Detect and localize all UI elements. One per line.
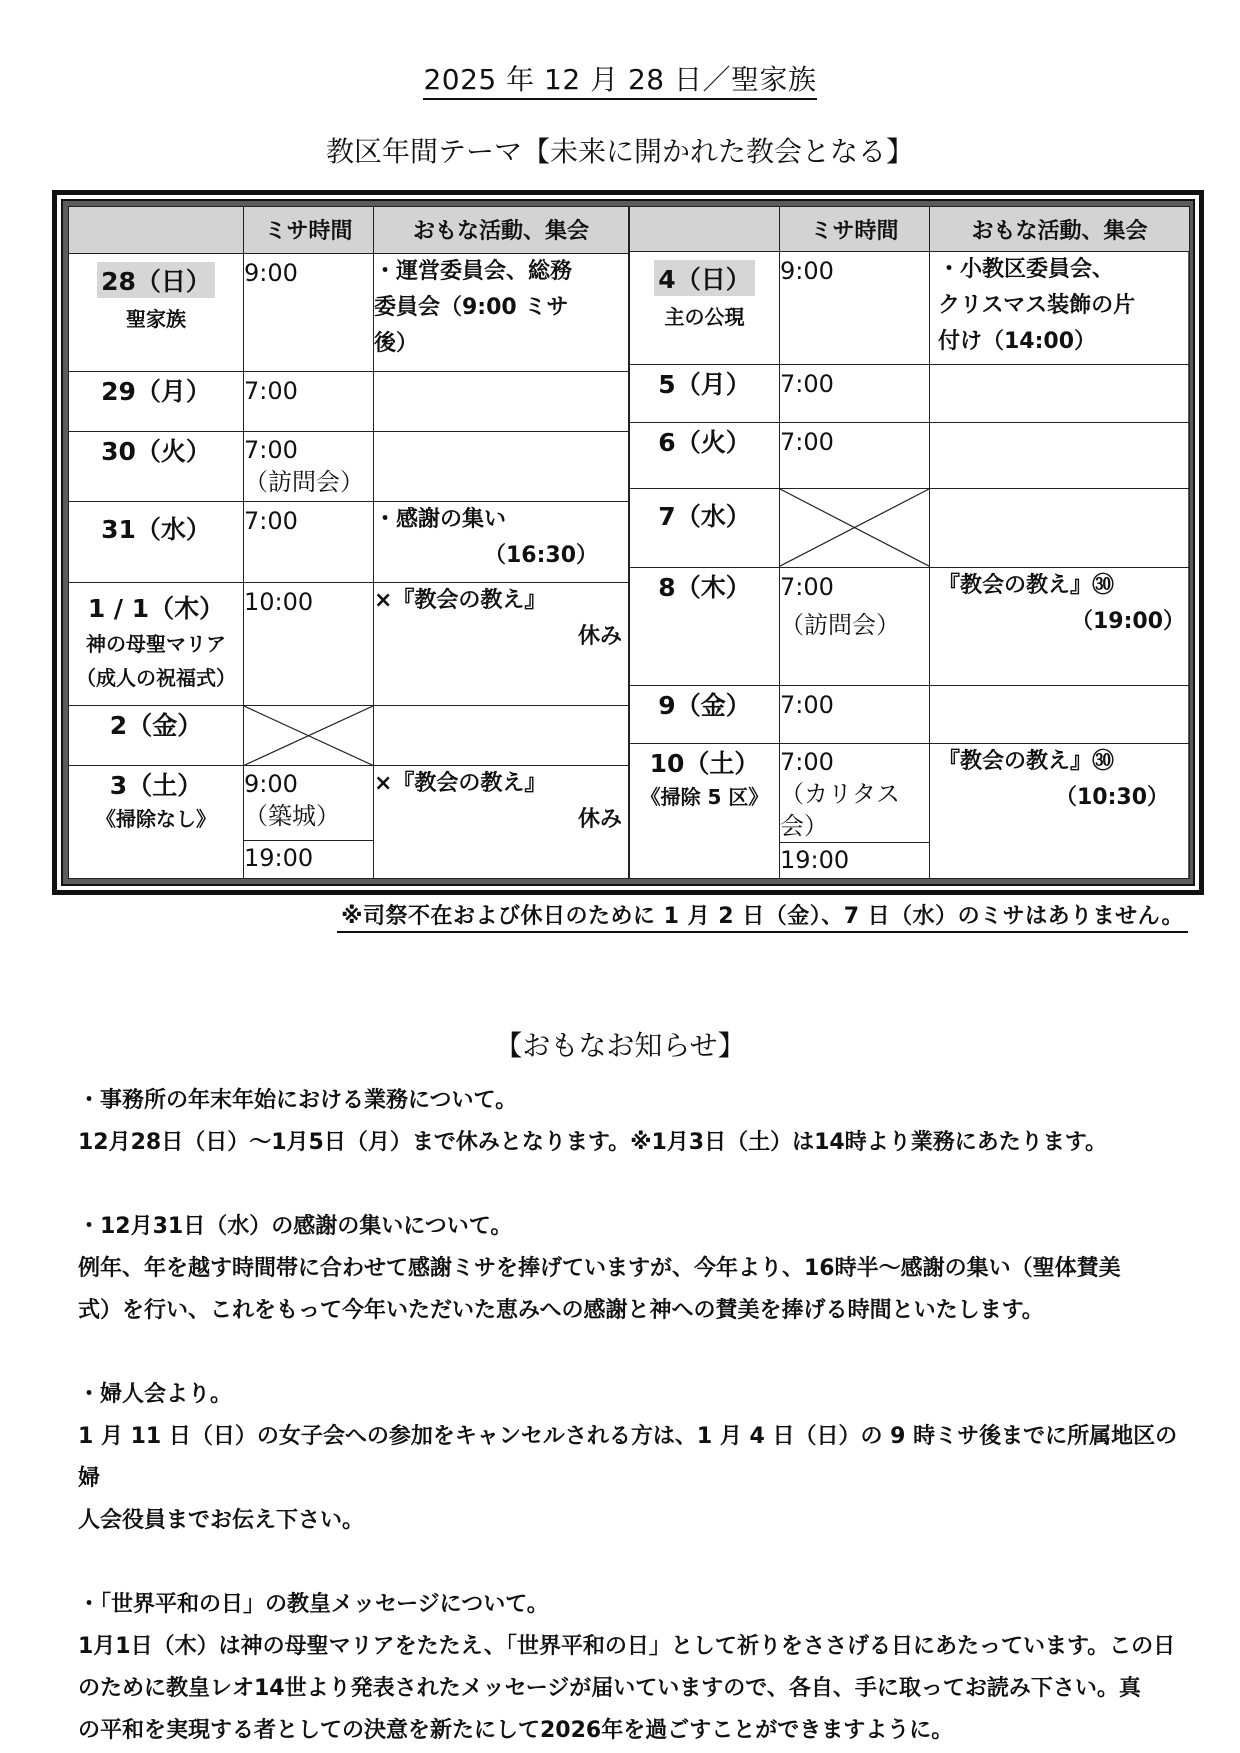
day-label: 1 / 1（木） — [87, 594, 225, 624]
activity-line: ×『教会の教え』 — [374, 588, 547, 614]
mass-time-cell — [780, 252, 930, 365]
mass-time-note: （訪問会） — [780, 610, 900, 639]
notice-body: 人会役員までお伝え下さい。 — [78, 1508, 365, 1533]
no-mass-cell — [780, 489, 930, 567]
feast-label: 主の公現 — [664, 305, 745, 330]
mass-time-cell — [780, 743, 930, 842]
mass-time-cell — [244, 253, 374, 371]
mass-time: 19:00 — [244, 844, 314, 873]
cross-mark-icon — [244, 706, 373, 765]
day-cell — [630, 567, 780, 685]
day-label: 4（日） — [654, 260, 754, 296]
mass-time-cell — [244, 432, 374, 502]
table-header-row — [69, 207, 629, 254]
table-row — [69, 501, 629, 582]
activity-cell — [374, 432, 629, 502]
mass-time: 7:00 — [780, 747, 834, 776]
day-cell — [69, 432, 244, 502]
activity-cell — [930, 365, 1190, 423]
activity-time: （16:30） — [483, 542, 598, 568]
day-cell — [69, 501, 244, 582]
day-label: 29（月） — [101, 376, 211, 406]
page-title-text: 2025 年 12 月 28 日／聖家族 — [423, 63, 816, 100]
mass-time: 7:00 — [244, 436, 298, 465]
header-mass-time: ミサ時間 — [244, 207, 374, 254]
schedule-tables — [68, 206, 1188, 879]
notice-body: 式）を行い、これをもって今年いただいた恵みへの感謝と神への賛美を捧げる時間といたします。 — [78, 1298, 1044, 1323]
mass-time-cell — [244, 841, 374, 879]
table-row — [69, 766, 629, 841]
day-cell — [630, 489, 780, 567]
notice-body: 例年、年を越す時間帯に合わせて感謝ミサを捧げていますが、今年より、16時半～感謝の集い（聖体賛美 — [78, 1256, 1121, 1281]
header-day — [69, 207, 244, 254]
activity-time: （10:30） — [1054, 784, 1169, 810]
activity-line: ・小教区委員会、 — [938, 257, 1115, 283]
activity-line: 委員会（9:00 ミサ — [374, 294, 569, 320]
feast-label: （成人の祝福式） — [76, 666, 236, 691]
cross-mark-icon — [780, 489, 929, 566]
mass-time-cell — [780, 842, 930, 878]
mass-time: 9:00 — [244, 770, 298, 799]
notice-body: のために教皇レオ14世より発表されたメッセージが届いていますので、各自、手に取ってお読み下さい。真 — [78, 1676, 1141, 1701]
mass-time: 9:00 — [244, 258, 298, 287]
day-cell — [630, 365, 780, 423]
notices-title: 【おもなお知らせ】 — [494, 1029, 746, 1062]
notice-heading: ・「世界平和の日」の教皇メッセージについて。 — [78, 1592, 549, 1617]
mass-time: 7:00 — [244, 506, 298, 535]
activity-line: 『教会の教え』㉚ — [938, 572, 1115, 598]
day-label: 31（水） — [101, 514, 211, 544]
table-row — [630, 489, 1190, 567]
day-label: 9（金） — [658, 690, 751, 720]
table-row — [630, 423, 1190, 489]
activity-cell — [930, 567, 1190, 685]
activity-cell — [374, 501, 629, 582]
notice-item — [78, 1206, 1198, 1332]
activity-cell — [930, 423, 1190, 489]
mass-time-note: （築城） — [244, 802, 340, 831]
mass-time: 10:00 — [244, 588, 314, 617]
notices-list — [78, 1080, 1198, 1752]
activity-line: 付け（14:00） — [938, 329, 1097, 355]
table-row — [69, 371, 629, 431]
activity-line: 『教会の教え』㉚ — [938, 748, 1115, 774]
day-label: 10（土） — [649, 748, 760, 778]
notice-heading: ・婦人会より。 — [78, 1382, 233, 1407]
mass-time: 7:00 — [244, 376, 298, 405]
table-row — [630, 685, 1190, 743]
schedule-table-right — [629, 206, 1190, 879]
cleaning-label: 《掃除 5 区》 — [640, 784, 769, 809]
notice-body: 1 月 11 日（日）の女子会への参加をキャンセルされる方は、1 月 4 日（日）の 9 時ミサ後までに所属地区の婦 — [78, 1424, 1178, 1491]
header-activity: おもな活動、集会 — [374, 207, 629, 254]
mass-time-cell — [780, 423, 930, 489]
schedule-frame — [52, 190, 1204, 895]
notice-body: 1月1日（木）は神の母聖マリアをたたえ、「世界平和の日」として祈りをささげる日にあたっています。この日 — [78, 1634, 1176, 1659]
activity-line: 休み — [577, 807, 622, 833]
activity-line: 後） — [374, 330, 419, 356]
day-label: 2（金） — [109, 711, 203, 740]
table-row — [69, 706, 629, 766]
activity-cell — [374, 253, 629, 371]
activity-cell — [374, 583, 629, 706]
mass-time-note: （カリタス会） — [780, 779, 900, 840]
day-cell — [630, 685, 780, 743]
mass-time-cell — [780, 365, 930, 423]
cleaning-label: 《掃除なし》 — [96, 807, 216, 832]
table-header-row — [630, 207, 1190, 252]
annual-theme: 教区年間テーマ【未来に開かれた教会となる】 — [325, 135, 914, 168]
no-mass-cell — [244, 706, 374, 766]
feast-label: 聖家族 — [126, 306, 186, 331]
mass-time-cell — [244, 371, 374, 431]
notice-heading: ・12月31日（水）の感謝の集いについて。 — [78, 1214, 513, 1239]
day-cell — [630, 252, 780, 365]
table-row — [69, 253, 629, 371]
page-title — [0, 58, 1240, 98]
mass-time: 7:00 — [780, 428, 834, 457]
activity-cell — [930, 489, 1190, 567]
notice-item — [78, 1584, 1198, 1752]
day-cell — [69, 766, 244, 879]
notice-body: の平和を実現する者としての決意を新たにして2026年を過ごすことができますように。 — [78, 1718, 954, 1743]
activity-line: クリスマス装飾の片 — [938, 293, 1136, 319]
notice-heading: ・事務所の年末年始における業務について。 — [78, 1088, 518, 1113]
notice-body: 12月28日（日）～1月5日（月）まで休みとなります。※1月3日（土）は14時より業務にあたります。 — [78, 1130, 1107, 1155]
table-row — [630, 743, 1190, 842]
day-label: 3（土） — [109, 771, 203, 801]
table-row — [630, 365, 1190, 423]
notice-item — [78, 1374, 1198, 1542]
schedule-note: ※司祭不在および休日のために 1 月 2 日（金）、7 日（水）のミサはありません。 — [337, 899, 1188, 933]
mass-time-cell — [780, 567, 930, 685]
activity-line: ・運営委員会、総務 — [374, 258, 573, 284]
mass-time: 19:00 — [780, 845, 850, 874]
schedule-frame-inner — [61, 199, 1195, 886]
header-mass-time: ミサ時間 — [780, 207, 930, 252]
table-row — [69, 583, 629, 706]
mass-time-cell — [780, 685, 930, 743]
activity-cell — [374, 371, 629, 431]
day-cell — [630, 743, 780, 878]
mass-time: 7:00 — [780, 690, 834, 719]
day-cell — [69, 706, 244, 766]
activity-line: 休み — [577, 624, 622, 650]
day-label: 28（日） — [97, 262, 215, 298]
schedule-table-left — [68, 206, 629, 879]
mass-time: 7:00 — [780, 370, 834, 399]
activity-cell — [930, 252, 1190, 365]
activity-line: ×『教会の教え』 — [374, 771, 547, 797]
day-label: 6（火） — [658, 428, 751, 458]
feast-label: 神の母聖マリア — [86, 632, 226, 657]
table-row — [630, 567, 1190, 685]
mass-time-cell — [244, 766, 374, 841]
day-label: 8（木） — [658, 572, 751, 602]
mass-time: 7:00 — [780, 572, 834, 601]
mass-time-cell — [244, 583, 374, 706]
mass-time: 9:00 — [780, 257, 834, 286]
table-row — [69, 432, 629, 502]
activity-line: ・感謝の集い — [374, 506, 507, 532]
header-activity: おもな活動、集会 — [930, 207, 1190, 252]
activity-time: （19:00） — [1070, 608, 1185, 634]
activity-cell — [930, 743, 1190, 878]
day-label: 30（火） — [101, 437, 211, 467]
day-cell — [69, 253, 244, 371]
day-cell — [69, 583, 244, 706]
mass-time-cell — [244, 501, 374, 582]
activity-cell — [930, 685, 1190, 743]
day-cell — [69, 371, 244, 431]
header-day — [630, 207, 780, 252]
activity-cell — [374, 706, 629, 766]
activity-cell — [374, 766, 629, 879]
day-cell — [630, 423, 780, 489]
day-label: 5（月） — [658, 370, 751, 400]
day-label: 7（水） — [658, 502, 751, 532]
table-row — [630, 252, 1190, 365]
mass-time-note: （訪問会） — [244, 468, 364, 497]
notice-item — [78, 1080, 1198, 1164]
